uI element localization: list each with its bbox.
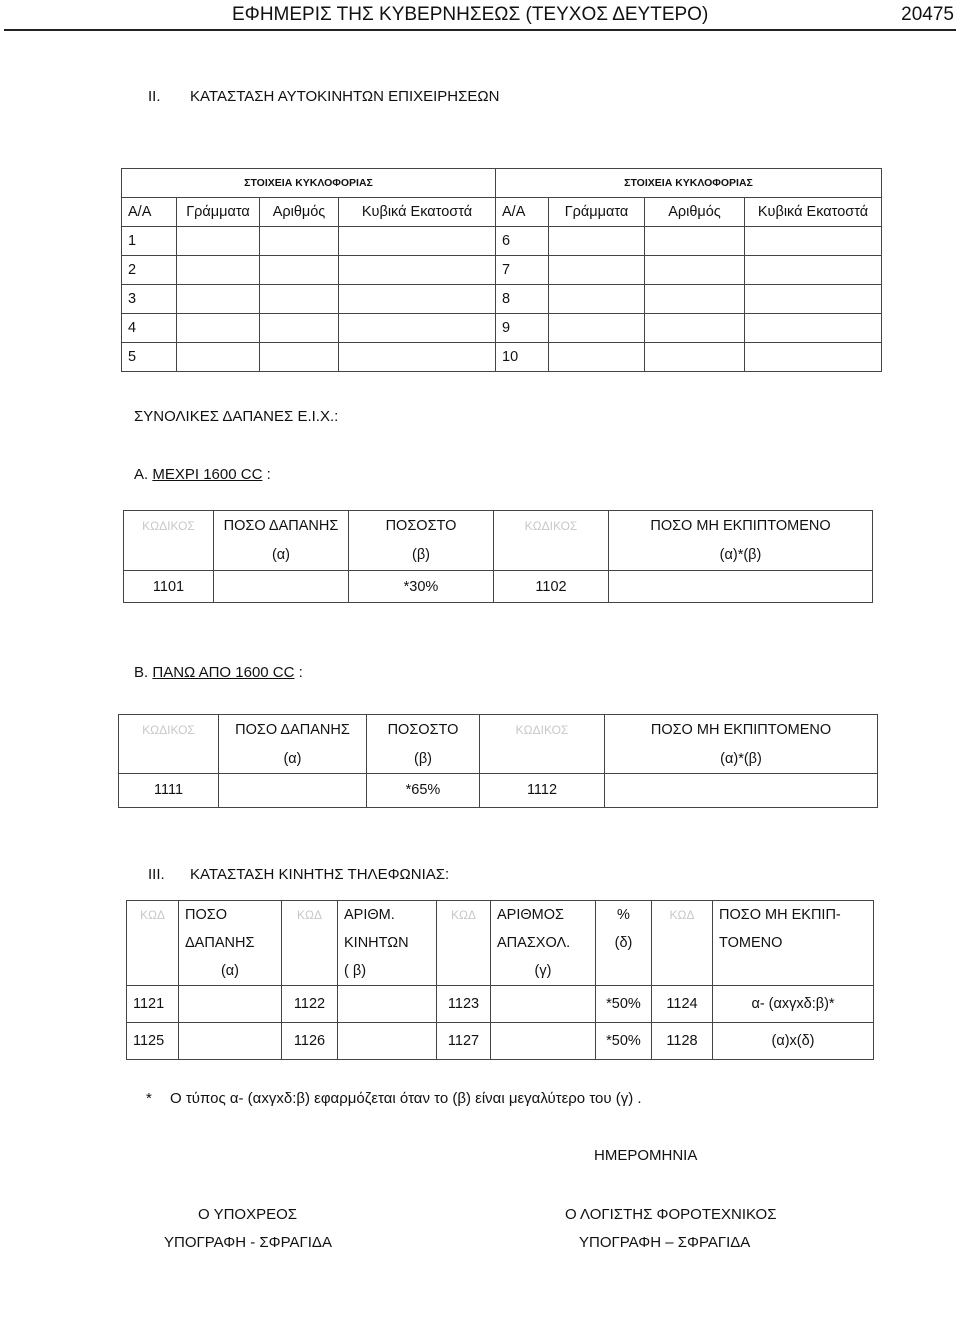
section-3-number: III. [148, 866, 165, 883]
non-deductible-header: ΠΟΣΟ ΜΗ ΕΚΠΙΠ- [713, 901, 874, 930]
vehicles-table [121, 168, 882, 372]
col-number: Αριθμός [260, 198, 339, 227]
row-index: 4 [122, 314, 177, 343]
code-header: ΚΩΔΙΚΟΣ [119, 715, 219, 745]
code-header: ΚΩΔ [437, 901, 491, 930]
percent-value: *30% [349, 571, 494, 603]
non-deductible-sub: (α)*(β) [609, 541, 873, 571]
code-value: 1127 [437, 1023, 491, 1060]
footnote-star: * [146, 1090, 152, 1107]
amount-sub: (α) [179, 957, 282, 986]
mobiles-header-2: ΚΙΝΗΤΩΝ [338, 929, 437, 957]
table-row [122, 343, 882, 372]
percent-header: ΠΟΣΟΣΤΟ [349, 511, 494, 541]
table-row [122, 227, 882, 256]
employees-header: ΑΡΙΘΜΟΣ [491, 901, 596, 930]
row-index: 1 [122, 227, 177, 256]
amount-header: ΠΟΣΟ [179, 901, 282, 930]
col-cc: Κυβικά Εκατοστά [339, 198, 496, 227]
code-value: 1111 [119, 773, 219, 807]
section-3-title: ΚΑΤΑΣΤΑΣΗ ΚΙΝΗΤΗΣ ΤΗΛΕΦΩΝΙΑΣ: [190, 866, 450, 883]
header-rule [4, 29, 956, 31]
code-value: 1112 [480, 773, 605, 807]
row-index: 10 [496, 343, 549, 372]
code-value: 1121 [127, 986, 179, 1023]
percent-value: *50% [596, 1023, 652, 1060]
amount-header: ΠΟΣΟ ΔΑΠΑΝΗΣ [214, 511, 349, 541]
page-number: 20475 [901, 4, 954, 25]
percent-header: % [596, 901, 652, 930]
date-label: ΗΜΕΡΟΜΗΝΙΑ [594, 1147, 698, 1164]
table-row [127, 1023, 874, 1060]
section-2-title: ΚΑΤΑΣΤΑΣΗ ΑΥΤΟΚΙΝΗΤΩΝ ΕΠΙΧΕΙΡΗΣΕΩΝ [190, 88, 500, 105]
col-aa: Α/Α [122, 198, 177, 227]
footnote: Ο τύπος α- (αxγxδ:β) εφαρμόζεται όταν το (β) είναι μεγαλύτερο του (γ) . [170, 1090, 642, 1107]
col-aa: Α/Α [496, 198, 549, 227]
accountant-signature-label: ΥΠΟΓΡΑΦΗ – ΣΦΡΑΓΙΔΑ [579, 1234, 751, 1251]
formula-value: α- (αxγxδ:β)* [713, 986, 874, 1023]
obligor-signature-label: ΥΠΟΓΡΑΦΗ - ΣΦΡΑΓΙΔΑ [164, 1234, 332, 1251]
table-header-row [122, 198, 882, 227]
part-a-table [123, 510, 873, 603]
table-row [127, 986, 874, 1023]
table-row [122, 256, 882, 285]
total-expenses-title: ΣΥΝΟΛΙΚΕΣ ΔΑΠΑΝΕΣ Ε.Ι.Χ.: [134, 408, 339, 425]
part-b-label: Β. ΠΑΝΩ ΑΠΟ 1600 CC : [134, 664, 303, 681]
row-index: 8 [496, 285, 549, 314]
code-value: 1102 [494, 571, 609, 603]
section-2-number: II. [148, 88, 161, 105]
row-index: 2 [122, 256, 177, 285]
row-index: 9 [496, 314, 549, 343]
row-index: 3 [122, 285, 177, 314]
percent-sub: (δ) [596, 929, 652, 957]
row-index: 5 [122, 343, 177, 372]
code-value: 1125 [127, 1023, 179, 1060]
non-deductible-header: ΠΟΣΟ ΜΗ ΕΚΠΙΠΤΟΜΕΝΟ [605, 715, 878, 745]
code-header: ΚΩΔΙΚΟΣ [494, 511, 609, 541]
accountant-title: Ο ΛΟΓΙΣΤΗΣ ΦΟΡΟΤΕΧΝΙΚΟΣ [565, 1206, 777, 1223]
col-number: Αριθμός [645, 198, 745, 227]
amount-header: ΠΟΣΟ ΔΑΠΑΝΗΣ [219, 715, 367, 745]
employees-header-2: ΑΠΑΣΧΟΛ. [491, 929, 596, 957]
gazette-title: ΕΦΗΜΕΡΙΣ ΤΗΣ ΚΥΒΕΡΝΗΣΕΩΣ (ΤΕΥΧΟΣ ΔΕΥΤΕΡΟ) [232, 4, 709, 25]
obligor-title: Ο ΥΠΟΧΡΕΟΣ [198, 1206, 298, 1223]
percent-value: *65% [367, 773, 480, 807]
amount-header-2: ΔΑΠΑΝΗΣ [179, 929, 282, 957]
table-row [124, 571, 873, 603]
percent-value: *50% [596, 986, 652, 1023]
traffic-data-header-left: ΣΤΟΙΧΕΙΑ ΚΥΚΛΟΦΟΡΙΑΣ [122, 169, 496, 198]
table-row [122, 314, 882, 343]
employees-sub: (γ) [491, 957, 596, 986]
code-value: 1126 [282, 1023, 338, 1060]
part-b-table [118, 714, 878, 808]
row-index: 7 [496, 256, 549, 285]
code-header: ΚΩΔ [127, 901, 179, 930]
col-cc: Κυβικά Εκατοστά [745, 198, 882, 227]
code-value: 1101 [124, 571, 214, 603]
amount-sub: (α) [219, 745, 367, 774]
table-row [119, 773, 878, 807]
code-value: 1128 [652, 1023, 713, 1060]
code-value: 1122 [282, 986, 338, 1023]
non-deductible-header: ΠΟΣΟ ΜΗ ΕΚΠΙΠΤΟΜΕΝΟ [609, 511, 873, 541]
code-header: ΚΩΔ [652, 901, 713, 930]
table-row [122, 285, 882, 314]
code-header: ΚΩΔ [282, 901, 338, 930]
percent-header: ΠΟΣΟΣΤΟ [367, 715, 480, 745]
traffic-data-header-right: ΣΤΟΙΧΕΙΑ ΚΥΚΛΟΦΟΡΙΑΣ [496, 169, 882, 198]
non-deductible-header-2: ΤΟΜΕΝΟ [713, 929, 874, 957]
col-letters: Γράμματα [549, 198, 645, 227]
code-value: 1124 [652, 986, 713, 1023]
row-index: 6 [496, 227, 549, 256]
col-letters: Γράμματα [177, 198, 260, 227]
mobiles-header: ΑΡΙΘΜ. [338, 901, 437, 930]
mobile-telephony-table [126, 900, 874, 1060]
amount-sub: (α) [214, 541, 349, 571]
code-header: ΚΩΔΙΚΟΣ [480, 715, 605, 745]
code-value: 1123 [437, 986, 491, 1023]
percent-sub: (β) [349, 541, 494, 571]
formula-value: (α)x(δ) [713, 1023, 874, 1060]
code-header: ΚΩΔΙΚΟΣ [124, 511, 214, 541]
percent-sub: (β) [367, 745, 480, 774]
mobiles-sub: ( β) [338, 957, 437, 986]
part-a-label: Α. ΜΕΧΡΙ 1600 CC : [134, 466, 271, 483]
non-deductible-sub: (α)*(β) [605, 745, 878, 774]
